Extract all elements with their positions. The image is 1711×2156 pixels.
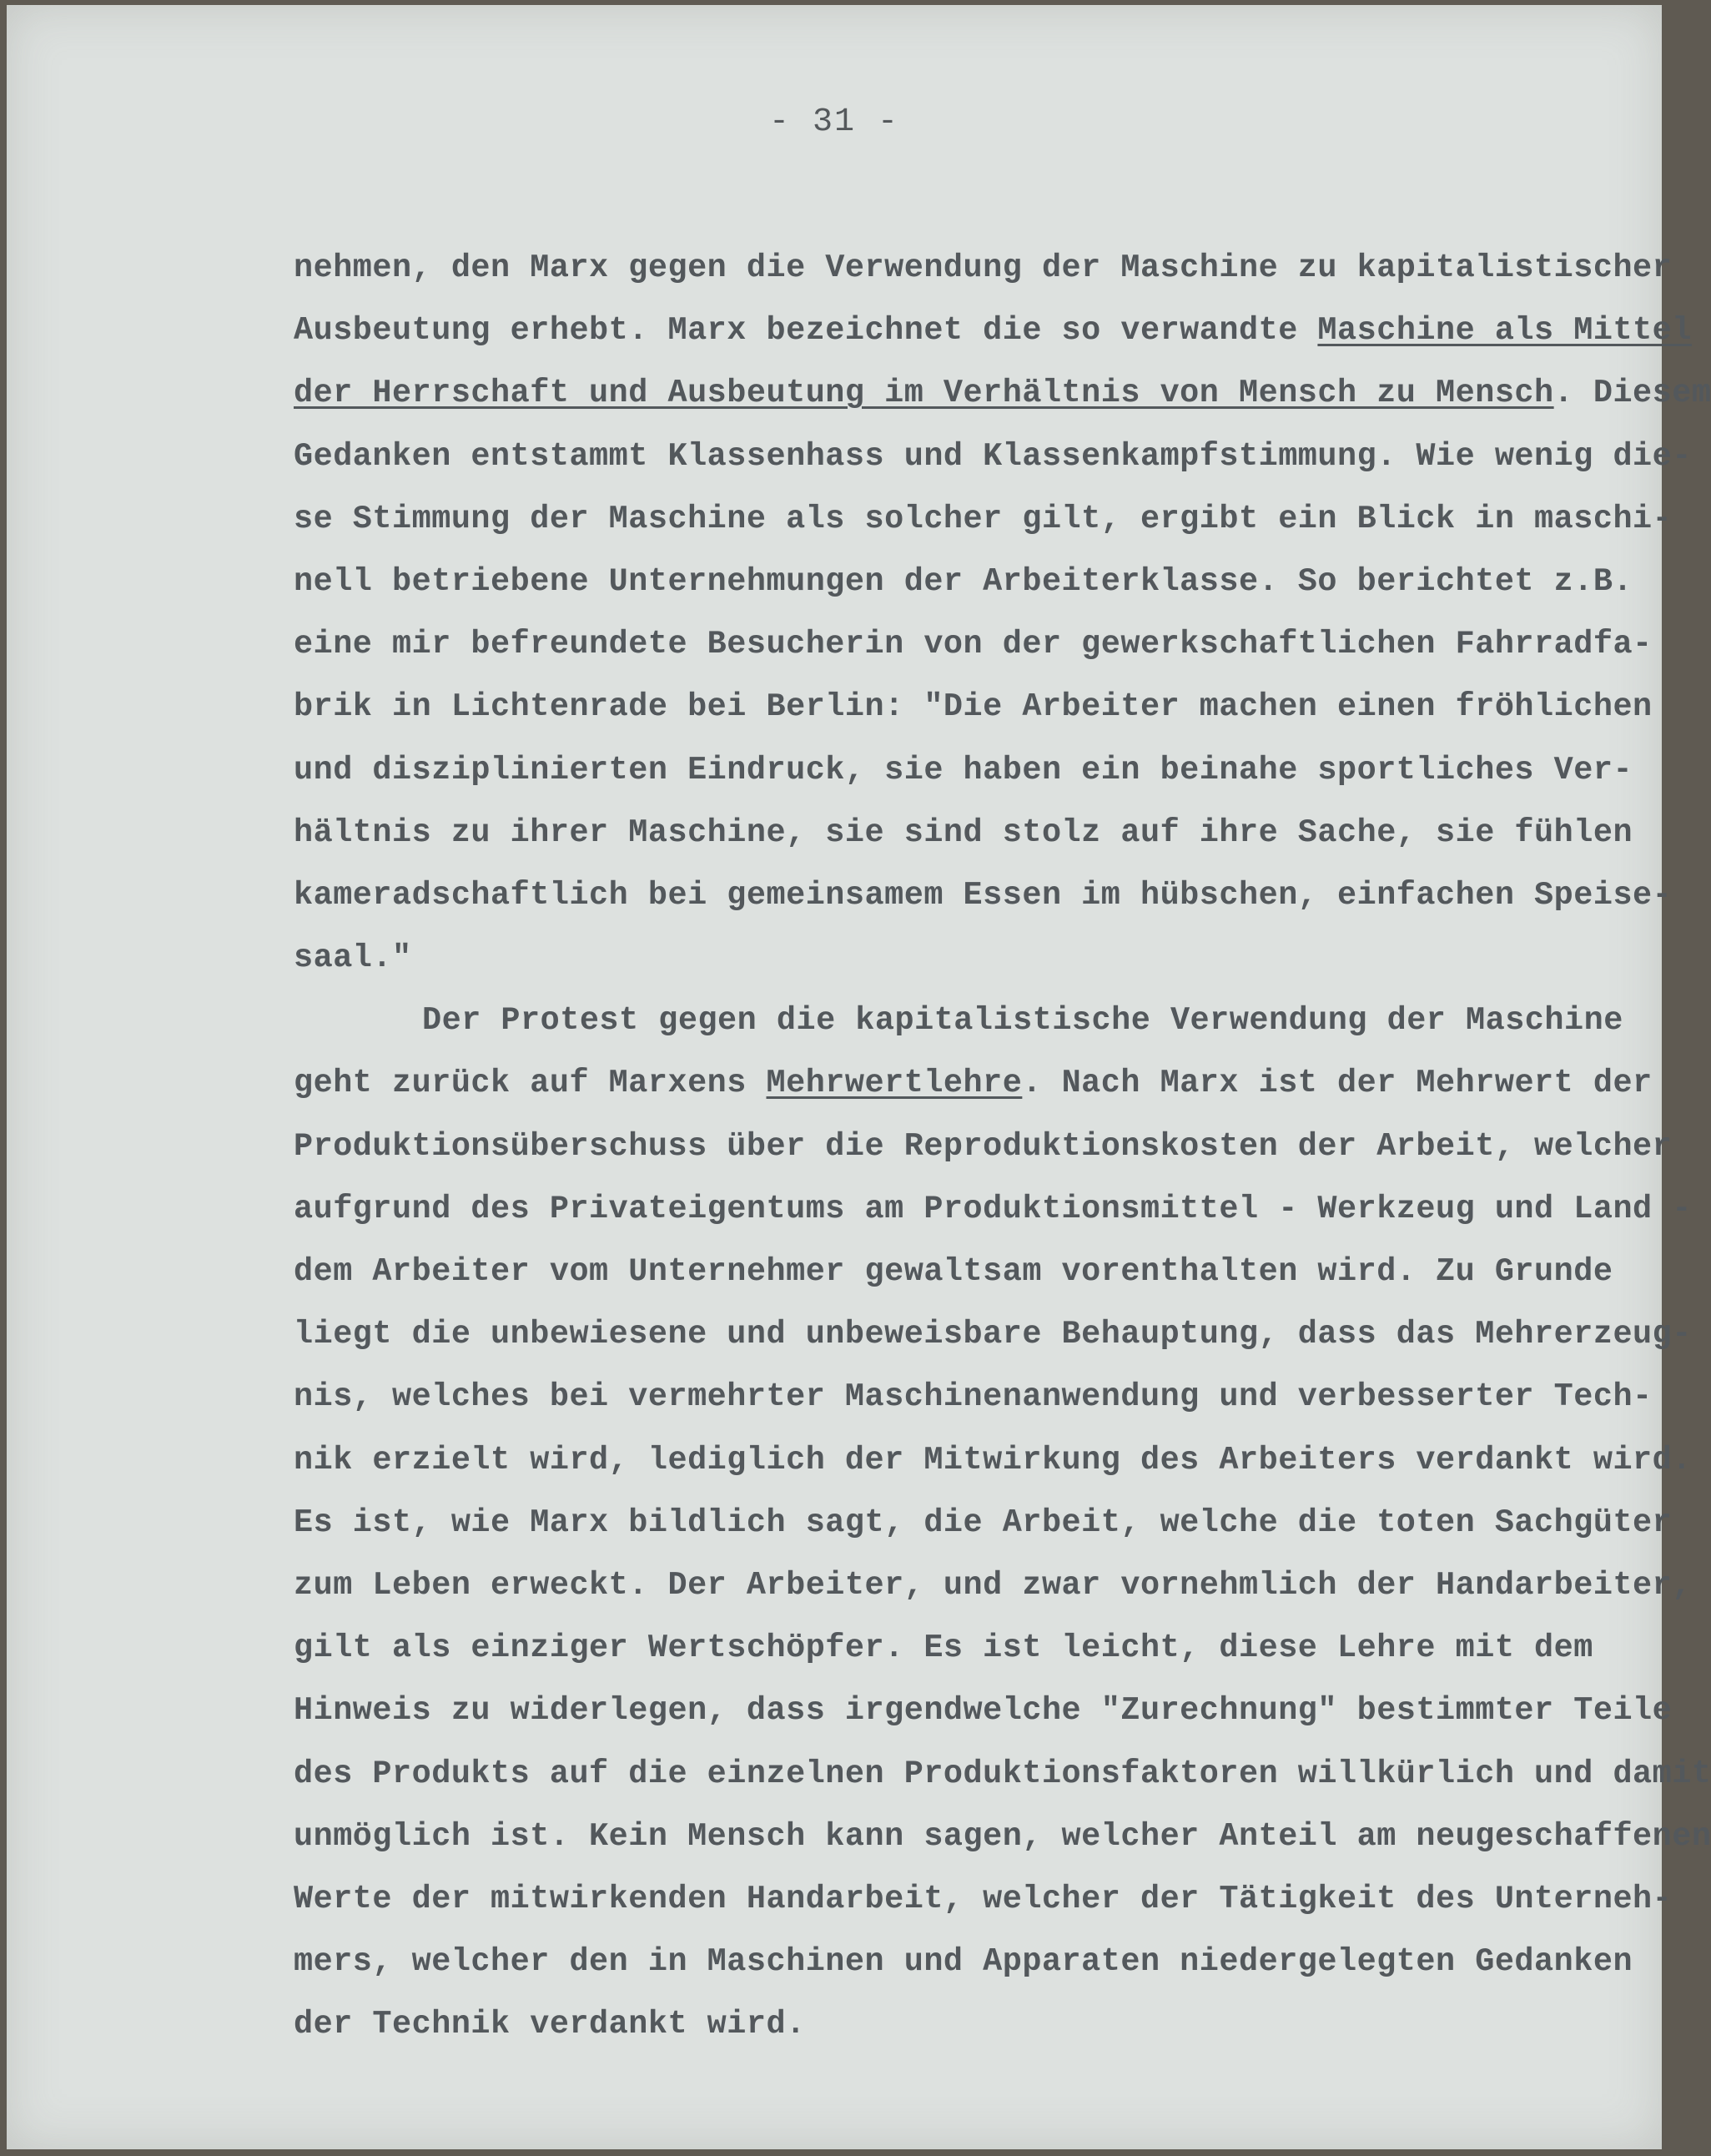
text-line [294,1052,1662,1115]
text-line: unmöglich ist. Kein Mensch kann sagen, welcher Anteil am neugeschaffenen [294,1817,1711,1855]
text-line: Werte der mitwirkenden Handarbeit, welcher der Tätigkeit des Unterneh- [294,1880,1673,1917]
text-line: saal." [294,939,412,977]
text-line: nell betriebene Unternehmungen der Arbeiterklasse. So berichtet z.B. [294,562,1633,600]
paragraph-2 [294,990,1711,2056]
paragraph-1 [294,237,1711,990]
text-line: Der Protest gegen die kapitalistische Verwendung der Maschine [422,1002,1623,1040]
text-line: Gedanken entstammt Klassenhass und Klassenkampfstimmung. Wie wenig die- [294,437,1692,475]
text-line [294,362,1711,425]
text-line: Es ist, wie Marx bildlich sagt, die Arbeit, welche die toten Sachgüter [294,1504,1673,1541]
body-text [294,237,1711,2056]
text-line: kameradschaftlich bei gemeinsamem Essen im hübschen, einfachen Speise- [294,876,1673,914]
text-line: Hinweis zu widerlegen, dass irgendwelche "Zurechnung" bestimmter Teile [294,1692,1673,1730]
text-segment: . Diesem [1553,375,1711,412]
underlined-phrase: Maschine als Mittel [1317,312,1692,350]
text-segment: Ausbeutung erhebt. Marx bezeichnet die so verwandte [294,312,1318,350]
text-line [294,300,1692,362]
underlined-phrase: Mehrwertlehre [766,1065,1023,1102]
document-page [7,5,1711,2149]
text-segment: . Nach Marx ist der Mehrwert der [1022,1065,1653,1102]
text-line: zum Leben erweckt. Der Arbeiter, und zwar vornehmlich der Handarbeiter, [294,1566,1692,1604]
text-line: nehmen, den Marx gegen die Verwendung der Maschine zu kapitalistischer [294,249,1673,286]
text-line: aufgrund des Privateigentums am Produktionsmittel - Werkzeug und Land - [294,1190,1692,1227]
text-line: nis, welches bei vermehrter Maschinenanwendung und verbesserter Tech- [294,1378,1653,1416]
text-line: eine mir befreundete Besucherin von der gewerkschaftlichen Fahrradfa- [294,626,1653,663]
text-line: gilt als einziger Wertschöpfer. Es ist leicht, diese Lehre mit dem [294,1630,1593,1667]
text-line: der Technik verdankt wird. [294,2006,806,2043]
text-line: se Stimmung der Maschine als solcher gilt, ergibt ein Blick in maschi- [294,500,1673,537]
text-line: hältnis zu ihrer Maschine, sie sind stolz auf ihre Sache, sie fühlen [294,814,1633,851]
text-line: des Produkts auf die einzelnen Produktionsfaktoren willkürlich und damit [294,1755,1711,1792]
text-line: mers, welcher den in Maschinen und Apparaten niedergelegten Gedanken [294,1943,1633,1981]
text-line: und disziplinierten Eindruck, sie haben ein beinahe sportliches Ver- [294,751,1633,788]
page-number: - 31 - [768,103,900,141]
underlined-phrase: der Herrschaft und Ausbeutung im Verhältnis von Mensch zu Mensch [294,375,1554,412]
text-line: dem Arbeiter vom Unternehmer gewaltsam vorenthalten wird. Zu Grunde [294,1253,1613,1290]
text-line: brik in Lichtenrade bei Berlin: "Die Arbeiter machen einen fröhlichen [294,688,1653,726]
text-line: nik erzielt wird, lediglich der Mitwirkung des Arbeiters verdankt wird. [294,1441,1692,1478]
text-line: Produktionsüberschuss über die Reproduktionskosten der Arbeit, welcher [294,1127,1673,1165]
text-segment: geht zurück auf Marxens [294,1065,767,1102]
text-line: liegt die unbewiesene und unbeweisbare Behauptung, dass das Mehrerzeug- [294,1316,1692,1353]
